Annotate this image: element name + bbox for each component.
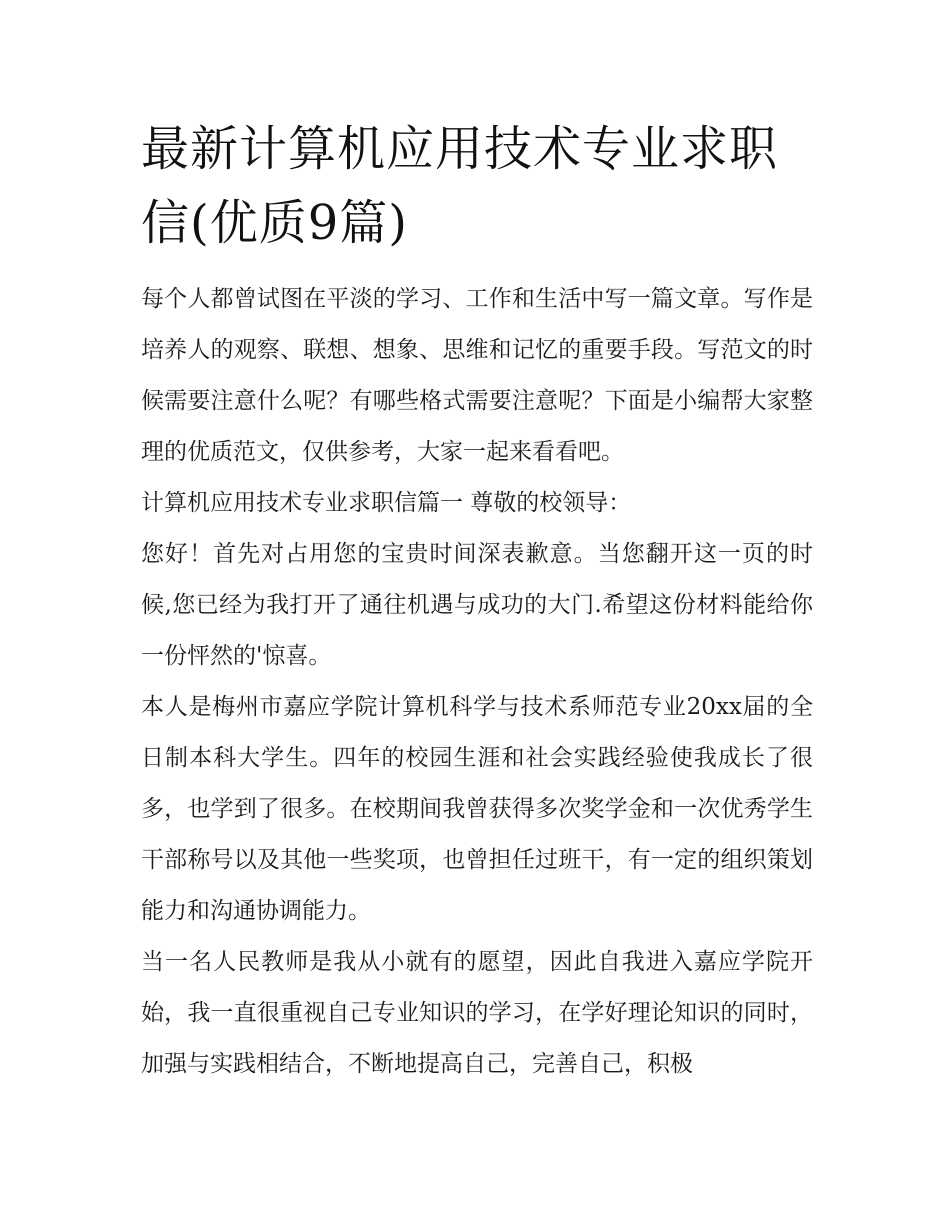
paragraph-aspiration: 当一名人民教师是我从小就有的愿望，因此自我进入嘉应学院开始，我一直很重视自己专业知识的学习，在学好理论知识的同时，加强与实践相结合，不断地提高自己，完善自己，积极 <box>141 949 813 1077</box>
document-page <box>141 112 813 1090</box>
paragraph-greeting: 您好！首先对占用您的宝贵时间深表歉意。当您翻开这一页的时候,您已经为我打开了通往机遇与成功的大门.希望这份材料能给你一份怦然的'惊喜。 <box>141 541 813 669</box>
document-title: 最新计算机应用技术专业求职信(优质9篇) <box>141 121 779 251</box>
document-body <box>141 274 813 1090</box>
paragraph-section-heading: 计算机应用技术专业求职信篇一 尊敬的校领导： <box>141 490 632 516</box>
paragraph-intro: 每个人都曾试图在平淡的学习、工作和生活中写一篇文章。写作是培养人的观察、联想、想象、思维和记忆的重要手段。写范文的时候需要注意什么呢？有哪些格式需要注意呢？下面是小编帮大家整理的优质范文，仅供参考，大家一起来看看吧。 <box>141 286 813 465</box>
paragraph-self-introduction: 本人是梅州市嘉应学院计算机科学与技术系师范专业20xx届的全日制本科大学生。四年的校园生涯和社会实践经验使我成长了很多，也学到了很多。在校期间我曾获得多次奖学金和一次优秀学生干部称号以及其他一些奖项，也曾担任过班干，有一定的组织策划能力和沟通协调能力。 <box>141 694 813 924</box>
